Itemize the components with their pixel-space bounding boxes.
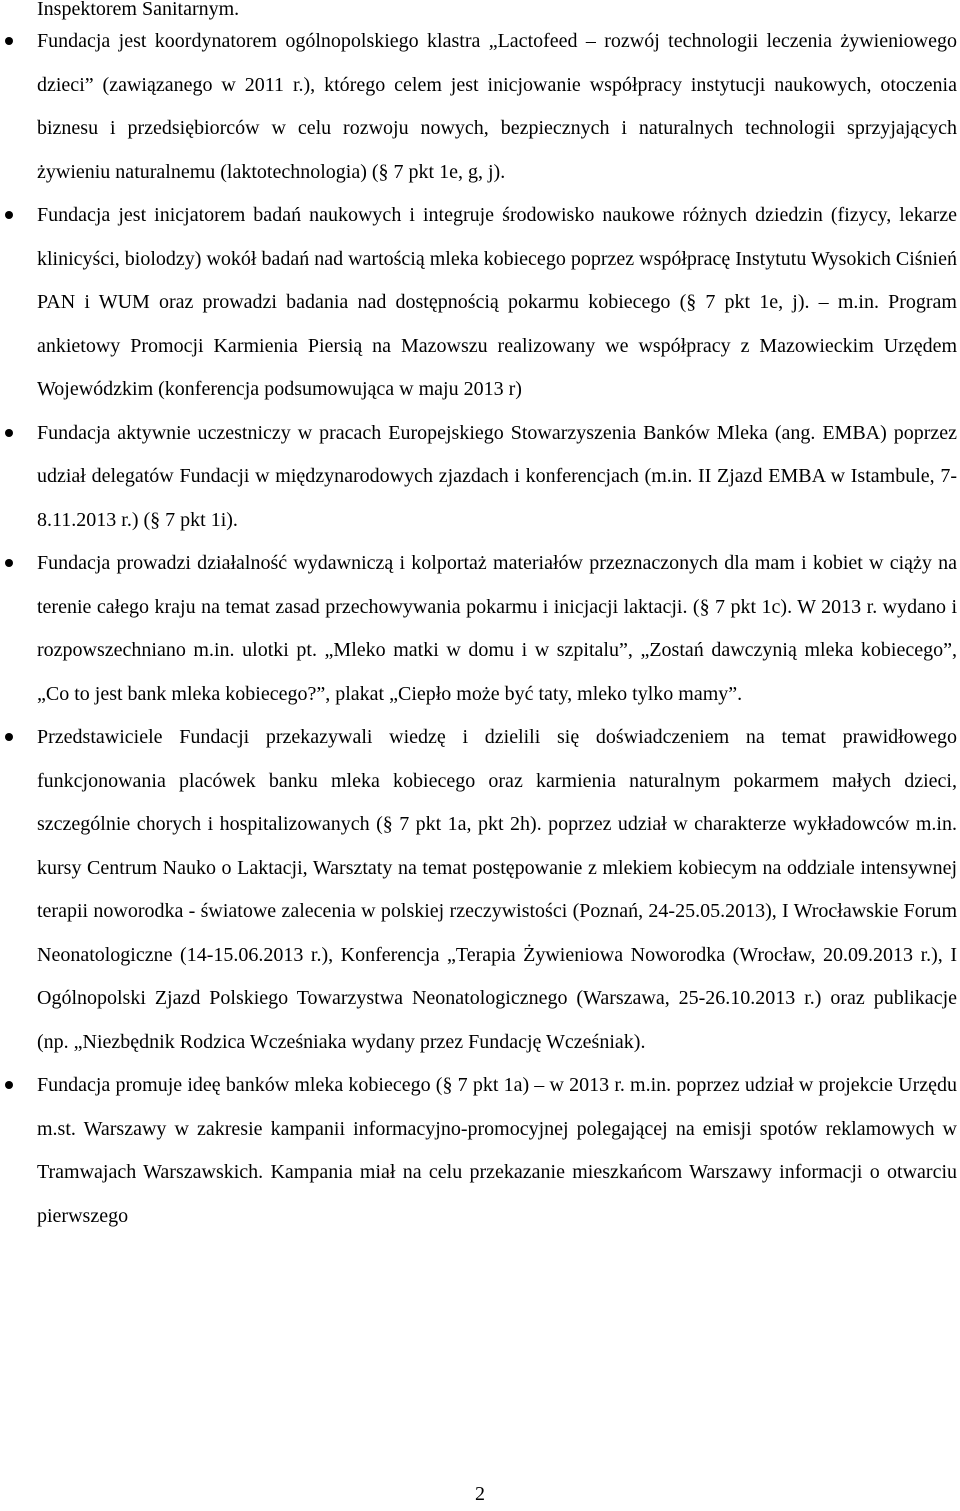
list-item-text: Fundacja promuje ideę banków mleka kobiecego (§ 7 pkt 1a) – w 2013 r. m.in. poprzez udział w projekcie Urzędu m.st. Warszawy w zakresie kampanii informacyjno-promocyjnej polegającej na emisji spotów reklamowych w Tramwajach Warszawskich. Kampania miał na celu przekazanie mieszkańcom Warszawy informacji o otwarciu pierwszego — [37, 1074, 957, 1227]
list-item — [0, 194, 960, 412]
list-item — [0, 1064, 960, 1238]
list-item-text: Fundacja jest inicjatorem badań naukowych i integruje środowisko naukowe różnych dziedzin (fizycy, lekarze klinicyści, biolodzy) wokół badań nad wartością mleka kobiecego poprzez współpracę Instytutu Wysokich Ciśnień PAN i WUM oraz prowadzi badania nad dostępnością pokarmu kobiecego (§ 7 pkt 1e, j). – m.in. Program ankietowy Promocji Karmienia Piersią na Mazowszu realizowany we współpracy z Mazowieckim Urzędem Wojewódzkim (konferencja podsumowująca w maju 2013 r) — [37, 204, 957, 400]
lead-text: Inspektorem Sanitarnym. — [37, 0, 240, 20]
bullet-icon — [5, 559, 13, 567]
page-number: 2 — [475, 1483, 485, 1505]
list-item — [0, 412, 960, 543]
bullet-icon — [5, 211, 13, 219]
list-item — [0, 20, 960, 194]
list-item — [0, 716, 960, 1064]
list-item-text: Fundacja jest koordynatorem ogólnopolskiego klastra „Lactofeed – rozwój technologii leczenia żywieniowego dzieci” (zawiązanego w 2011 r.), którego celem jest inicjowanie współpracy instytucji naukowych, otoczenia biznesu i przedsiębiorców w celu rozwoju nowych, bezpiecznych i naturalnych technologii sprzyjających żywieniu naturalnemu (laktotechnologia) (§ 7 pkt 1e, g, j). — [37, 30, 957, 183]
bullet-icon — [5, 429, 13, 437]
bullet-icon — [5, 1081, 13, 1089]
list-item-text: Przedstawiciele Fundacji przekazywali wiedzę i dzielili się doświadczeniem na temat prawidłowego funkcjonowania placówek banku mleka kobiecego oraz karmienia naturalnym pokarmem małych dzieci, szczególnie chorych i hospitalizowanych (§ 7 pkt 1a, pkt 2h). poprzez udział w charakterze wykładowców m.in. kursy Centrum Nauko o Laktacji, Warsztaty na temat postępowanie z mlekiem kobiecym na oddziale intensywnej terapii noworodka - światowe zalecenia w polskiej rzeczywistości (Poznań, 24-25.05.2013), I Wrocławskie Forum Neonatologiczne (14-15.06.2013 r.), Konferencja „Terapia Żywieniowa Noworodka (Wrocław, 20.09.2013 r.), I Ogólnopolski Zjazd Polskiego Towarzystwa Neonatologicznego (Warszawa, 25-26.10.2013 r.) oraz publikacje (np. „Niezbędnik Rodzica Wcześniaka wydany przez Fundację Wcześniak). — [37, 726, 957, 1053]
list-item-text: Fundacja prowadzi działalność wydawniczą i kolportaż materiałów przeznaczonych dla mam i kobiet w ciąży na terenie całego kraju na temat zasad przechowywania pokarmu i inicjacji laktacji. (§ 7 pkt 1c). W 2013 r. wydano i rozpowszechniano m.in. ulotki pt. „Mleko matki w domu i w szpitalu”, „Zostań dawczynią mleka kobiecego”, „Co to jest bank mleka kobiecego?”, plakat „Ciepło może być taty, mleko tylko mamy”. — [37, 552, 957, 705]
list-item — [0, 542, 960, 716]
bullet-icon — [5, 37, 13, 45]
bullet-list — [0, 20, 960, 1238]
list-item-text: Fundacja aktywnie uczestniczy w pracach Europejskiego Stowarzyszenia Banków Mleka (ang. EMBA) poprzez udział delegatów Fundacji w międzynarodowych zjazdach i konferencjach (m.in. II Zjazd EMBA w Istambule, 7-8.11.2013 r.) (§ 7 pkt 1i). — [37, 421, 957, 531]
bullet-icon — [5, 733, 13, 741]
